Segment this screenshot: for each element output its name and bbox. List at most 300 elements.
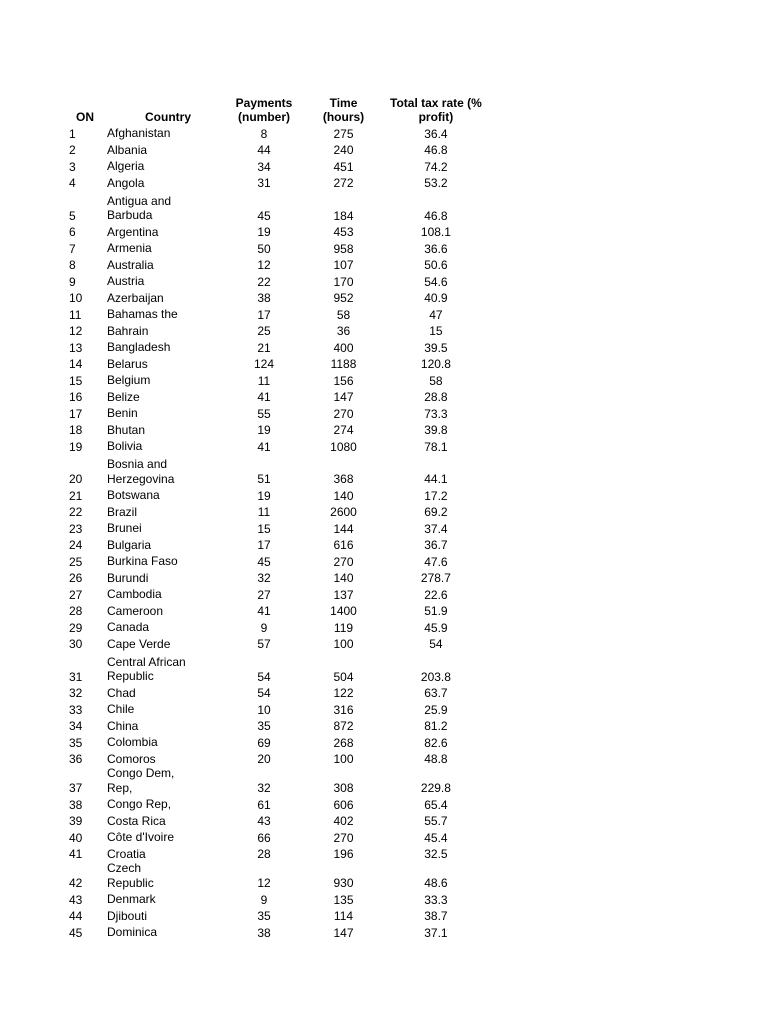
tax-rate-value: 81.2 bbox=[424, 719, 448, 733]
country-name bbox=[105, 486, 231, 503]
header-payments-line1: Payments bbox=[235, 96, 293, 110]
row-number: 44 bbox=[69, 909, 83, 923]
payments-value: 31 bbox=[257, 176, 271, 190]
payments-value: 66 bbox=[257, 830, 271, 845]
table-row bbox=[66, 421, 482, 438]
payments-value: 12 bbox=[257, 876, 271, 890]
time-value: 268 bbox=[333, 735, 354, 750]
time-value: 400 bbox=[333, 340, 354, 355]
tax-data-sheet bbox=[66, 94, 486, 940]
row-number: 19 bbox=[69, 439, 83, 454]
time-value: 2600 bbox=[330, 505, 357, 519]
row-number: 29 bbox=[69, 620, 83, 635]
country-name bbox=[105, 124, 231, 141]
table-row bbox=[66, 845, 482, 862]
table-row bbox=[66, 812, 482, 829]
country-name bbox=[105, 845, 231, 862]
country-name bbox=[105, 907, 231, 924]
row-number: 33 bbox=[69, 702, 83, 717]
country-label: Bahamas the bbox=[107, 307, 178, 321]
tax-rate-value: 55.7 bbox=[424, 814, 448, 828]
row-number: 37 bbox=[69, 781, 83, 795]
tax-rate-value: 58 bbox=[429, 373, 443, 388]
row-number: 7 bbox=[69, 241, 76, 256]
tax-rate-value: 54.6 bbox=[424, 274, 448, 289]
header-on: ON bbox=[76, 110, 94, 124]
time-value: 606 bbox=[333, 797, 354, 812]
payments-value: 61 bbox=[257, 797, 271, 812]
table-row bbox=[66, 174, 482, 191]
row-number: 8 bbox=[69, 258, 76, 272]
tax-rate-value: 47 bbox=[429, 307, 443, 322]
table-row bbox=[66, 404, 482, 421]
country-name bbox=[105, 552, 231, 569]
table-row bbox=[66, 907, 482, 924]
row-number: 25 bbox=[69, 554, 83, 569]
tax-rate-value: 120.8 bbox=[420, 357, 451, 371]
table-row bbox=[66, 289, 482, 306]
payments-value: 41 bbox=[257, 604, 271, 618]
country-name bbox=[105, 437, 231, 454]
row-number: 20 bbox=[69, 472, 83, 486]
time-value: 140 bbox=[333, 571, 354, 585]
payments-value: 12 bbox=[257, 258, 271, 272]
tax-rate-value: 22.6 bbox=[424, 587, 448, 602]
payments-value: 41 bbox=[257, 439, 271, 454]
country-label: Dominica bbox=[107, 925, 158, 939]
payments-value: 41 bbox=[257, 390, 271, 404]
table-row bbox=[66, 766, 482, 795]
country-name bbox=[105, 890, 231, 907]
row-number: 17 bbox=[69, 406, 83, 421]
payments-value: 17 bbox=[257, 307, 271, 322]
country-label: Cambodia bbox=[107, 587, 162, 601]
country-label: Belarus bbox=[107, 356, 148, 371]
table-row bbox=[66, 388, 482, 405]
payments-value: 21 bbox=[257, 340, 271, 355]
tax-rate-value: 36.4 bbox=[424, 126, 448, 141]
tax-rate-value: 45.4 bbox=[424, 830, 448, 845]
country-name bbox=[105, 684, 231, 701]
country-label: Burkina Faso bbox=[107, 554, 178, 568]
time-value: 184 bbox=[333, 208, 354, 223]
header-tax-line1: Total tax rate (% bbox=[390, 96, 482, 110]
time-value: 144 bbox=[333, 521, 354, 536]
row-number: 2 bbox=[69, 143, 76, 157]
payments-value: 19 bbox=[257, 225, 271, 239]
time-value: 122 bbox=[333, 686, 354, 700]
time-value: 36 bbox=[336, 324, 351, 338]
table-row bbox=[66, 536, 482, 553]
row-number: 12 bbox=[69, 324, 83, 338]
time-value: 135 bbox=[333, 892, 354, 907]
header-row bbox=[66, 94, 482, 124]
time-value: 147 bbox=[333, 390, 354, 404]
country-label: Cameroon bbox=[107, 603, 164, 618]
payments-value: 32 bbox=[257, 571, 271, 585]
row-number: 30 bbox=[69, 637, 83, 651]
row-number: 36 bbox=[69, 752, 83, 766]
time-value: 308 bbox=[333, 781, 354, 795]
country-label: Azerbaijan bbox=[107, 290, 164, 305]
table-row bbox=[66, 569, 482, 586]
time-value: 274 bbox=[333, 423, 354, 437]
country-label: Afghanistan bbox=[107, 126, 171, 140]
time-value: 504 bbox=[333, 669, 354, 684]
country-label: Bhutan bbox=[107, 422, 146, 437]
country-name bbox=[105, 766, 231, 795]
time-value: 119 bbox=[333, 620, 354, 635]
table-row bbox=[66, 338, 482, 355]
country-label: Bulgaria bbox=[107, 537, 152, 552]
tax-rate-value: 54 bbox=[429, 637, 443, 651]
country-name bbox=[105, 141, 231, 158]
time-value: 240 bbox=[333, 143, 354, 157]
country-name bbox=[105, 651, 231, 684]
row-number: 3 bbox=[69, 159, 76, 174]
tax-rate-value: 73.3 bbox=[424, 406, 448, 421]
country-label: Comoros bbox=[107, 751, 156, 766]
country-label: Austria bbox=[107, 274, 145, 288]
country-label: Congo Rep, bbox=[107, 797, 172, 811]
tax-rate-value: 37.1 bbox=[424, 925, 448, 940]
country-name bbox=[105, 223, 231, 240]
country-name bbox=[105, 174, 231, 191]
payments-value: 45 bbox=[257, 554, 271, 569]
country-label: Belgium bbox=[107, 373, 151, 387]
row-number: 35 bbox=[69, 735, 83, 750]
country-name bbox=[105, 750, 231, 767]
country-label: Antigua and Barbuda bbox=[107, 193, 172, 222]
table-row bbox=[66, 157, 482, 174]
tax-rate-value: 47.6 bbox=[424, 554, 448, 569]
table-row bbox=[66, 190, 482, 223]
country-label: Canada bbox=[107, 620, 150, 634]
tax-rate-value: 37.4 bbox=[424, 521, 448, 536]
payments-value: 11 bbox=[257, 505, 271, 519]
row-number: 16 bbox=[69, 390, 83, 404]
tax-rate-value: 74.2 bbox=[424, 159, 448, 174]
header-time-line2: (hours) bbox=[322, 110, 365, 124]
country-label: Burundi bbox=[107, 570, 149, 585]
country-label: Costa Rica bbox=[107, 813, 166, 828]
tax-rate-value: 48.8 bbox=[424, 752, 448, 766]
country-label: Brazil bbox=[107, 504, 138, 519]
payments-value: 43 bbox=[257, 814, 271, 828]
table-row bbox=[66, 700, 482, 717]
country-label: Congo Dem, Rep, bbox=[107, 766, 175, 795]
table-row bbox=[66, 239, 482, 256]
header-tax-rate bbox=[390, 94, 482, 124]
payments-value: 8 bbox=[260, 126, 268, 141]
row-number: 15 bbox=[69, 373, 83, 388]
time-value: 58 bbox=[336, 307, 351, 322]
table-row bbox=[66, 272, 482, 289]
country-name bbox=[105, 618, 231, 635]
country-name bbox=[105, 861, 231, 890]
table-row bbox=[66, 828, 482, 845]
row-number: 14 bbox=[69, 357, 83, 371]
country-name bbox=[105, 322, 231, 339]
payments-value: 50 bbox=[257, 241, 271, 256]
payments-value: 45 bbox=[257, 208, 271, 223]
time-value: 170 bbox=[333, 274, 354, 289]
row-number: 1 bbox=[69, 126, 76, 141]
tax-rate-value: 46.8 bbox=[424, 143, 448, 157]
row-number: 13 bbox=[69, 340, 83, 355]
row-number: 32 bbox=[69, 686, 83, 700]
payments-value: 35 bbox=[257, 909, 271, 923]
payments-value: 19 bbox=[257, 423, 271, 437]
tax-rate-value: 46.8 bbox=[424, 208, 448, 223]
tax-rate-value: 38.7 bbox=[424, 909, 448, 923]
country-name bbox=[105, 239, 231, 256]
country-name bbox=[105, 635, 231, 652]
header-time bbox=[297, 94, 390, 124]
payments-value: 55 bbox=[257, 406, 271, 421]
time-value: 270 bbox=[333, 830, 354, 845]
time-value: 872 bbox=[333, 719, 354, 733]
table-row bbox=[66, 750, 482, 767]
tax-rate-value: 45.9 bbox=[424, 620, 448, 635]
country-name bbox=[105, 421, 231, 438]
row-number: 28 bbox=[69, 604, 83, 618]
payments-value: 9 bbox=[260, 892, 268, 907]
country-name bbox=[105, 388, 231, 405]
time-value: 156 bbox=[333, 373, 354, 388]
table-row bbox=[66, 305, 482, 322]
tax-rate-value: 17.2 bbox=[424, 488, 448, 503]
country-name bbox=[105, 355, 231, 372]
table-row bbox=[66, 923, 482, 940]
table-row bbox=[66, 503, 482, 520]
payments-value: 25 bbox=[257, 324, 271, 338]
country-label: Bangladesh bbox=[107, 340, 171, 354]
tax-rate-value: 15 bbox=[429, 324, 443, 338]
row-number: 11 bbox=[69, 307, 82, 322]
row-number: 43 bbox=[69, 892, 83, 907]
country-name bbox=[105, 700, 231, 717]
country-label: Angola bbox=[107, 175, 145, 190]
country-label: Bolivia bbox=[107, 439, 143, 453]
country-label: Colombia bbox=[107, 735, 158, 749]
payments-value: 19 bbox=[257, 488, 271, 503]
country-label: Chad bbox=[107, 685, 136, 700]
payments-value: 51 bbox=[257, 472, 271, 486]
tax-rate-value: 32.5 bbox=[424, 847, 448, 861]
country-label: Chile bbox=[107, 702, 135, 716]
header-tax-line2: profit) bbox=[418, 110, 454, 124]
row-number: 6 bbox=[69, 225, 76, 239]
country-name bbox=[105, 717, 231, 734]
country-name bbox=[105, 272, 231, 289]
time-value: 100 bbox=[333, 752, 354, 766]
country-label: China bbox=[107, 718, 139, 733]
tax-rate-value: 69.2 bbox=[424, 505, 448, 519]
tax-rate-value: 39.8 bbox=[424, 423, 448, 437]
country-label: Albania bbox=[107, 142, 148, 157]
row-number: 41 bbox=[69, 847, 83, 861]
row-number: 18 bbox=[69, 423, 83, 437]
country-name bbox=[105, 289, 231, 306]
table-row bbox=[66, 585, 482, 602]
table-row bbox=[66, 635, 482, 652]
time-value: 100 bbox=[333, 637, 354, 651]
time-value: 930 bbox=[333, 876, 354, 890]
country-label: Djibouti bbox=[107, 908, 148, 923]
tax-rate-value: 51.9 bbox=[424, 604, 448, 618]
payments-value: 35 bbox=[257, 719, 271, 733]
time-value: 958 bbox=[333, 241, 354, 256]
tax-rate-value: 53.2 bbox=[424, 176, 448, 190]
country-name bbox=[105, 923, 231, 940]
time-value: 272 bbox=[333, 176, 354, 190]
country-label: Bosnia and Herzegovina bbox=[107, 457, 175, 486]
country-label: Croatia bbox=[107, 846, 146, 861]
payments-value: 27 bbox=[257, 587, 271, 602]
row-number: 21 bbox=[69, 488, 83, 503]
time-value: 402 bbox=[333, 814, 354, 828]
tax-rate-value: 33.3 bbox=[424, 892, 448, 907]
payments-value: 69 bbox=[257, 735, 271, 750]
table-row bbox=[66, 651, 482, 684]
country-label: Brunei bbox=[107, 521, 142, 535]
table-row bbox=[66, 618, 482, 635]
table-row bbox=[66, 486, 482, 503]
country-label: Algeria bbox=[107, 159, 145, 173]
tax-rate-value: 36.7 bbox=[424, 538, 448, 552]
payments-value: 32 bbox=[257, 781, 271, 795]
row-number: 9 bbox=[69, 274, 76, 289]
country-name bbox=[105, 503, 231, 520]
table-row bbox=[66, 519, 482, 536]
country-label: Czech Republic bbox=[107, 861, 154, 890]
country-name bbox=[105, 305, 231, 322]
row-number: 23 bbox=[69, 521, 83, 536]
country-label: Argentina bbox=[107, 224, 159, 239]
row-number: 42 bbox=[69, 876, 83, 890]
country-label: Côte d'Ivoire bbox=[107, 830, 174, 844]
country-name bbox=[105, 157, 231, 174]
tax-rate-value: 63.7 bbox=[424, 686, 448, 700]
time-value: 270 bbox=[333, 406, 354, 421]
payments-value: 54 bbox=[257, 669, 271, 684]
payments-value: 20 bbox=[257, 752, 271, 766]
row-number: 34 bbox=[69, 719, 83, 733]
time-value: 451 bbox=[333, 159, 354, 174]
header-country: Country bbox=[145, 110, 191, 124]
table-row bbox=[66, 861, 482, 890]
time-value: 316 bbox=[333, 702, 354, 717]
country-name bbox=[105, 733, 231, 750]
time-value: 137 bbox=[333, 587, 354, 602]
table-body bbox=[66, 124, 482, 940]
country-label: Australia bbox=[107, 257, 154, 272]
payments-value: 11 bbox=[257, 373, 271, 388]
row-number: 24 bbox=[69, 538, 83, 552]
table-row bbox=[66, 552, 482, 569]
tax-rate-value: 108.1 bbox=[420, 225, 451, 239]
country-label: Bahrain bbox=[107, 323, 149, 338]
table-row bbox=[66, 890, 482, 907]
payments-value: 38 bbox=[257, 925, 271, 940]
country-name bbox=[105, 190, 231, 223]
country-name bbox=[105, 338, 231, 355]
time-value: 196 bbox=[333, 847, 354, 861]
payments-value: 22 bbox=[257, 274, 271, 289]
row-number: 39 bbox=[69, 814, 83, 828]
table-row bbox=[66, 717, 482, 734]
country-label: Denmark bbox=[107, 892, 156, 906]
country-name bbox=[105, 795, 231, 812]
country-name bbox=[105, 812, 231, 829]
row-number: 45 bbox=[69, 925, 83, 940]
table-row bbox=[66, 371, 482, 388]
payments-value: 34 bbox=[257, 159, 271, 174]
country-name bbox=[105, 256, 231, 273]
tax-rate-value: 28.8 bbox=[424, 390, 448, 404]
tax-table bbox=[66, 94, 482, 940]
payments-value: 44 bbox=[257, 143, 271, 157]
country-name bbox=[105, 602, 231, 619]
country-name bbox=[105, 371, 231, 388]
tax-rate-value: 44.1 bbox=[424, 472, 448, 486]
table-row bbox=[66, 141, 482, 158]
tax-rate-value: 48.6 bbox=[424, 876, 448, 890]
payments-value: 10 bbox=[257, 702, 271, 717]
time-value: 270 bbox=[333, 554, 354, 569]
country-name bbox=[105, 569, 231, 586]
country-label: Belize bbox=[107, 389, 140, 404]
time-value: 453 bbox=[333, 225, 354, 239]
row-number: 31 bbox=[69, 669, 83, 684]
table-row bbox=[66, 684, 482, 701]
time-value: 952 bbox=[333, 291, 354, 305]
time-value: 147 bbox=[333, 925, 354, 940]
table-row bbox=[66, 454, 482, 487]
time-value: 1400 bbox=[330, 604, 357, 618]
header-payments bbox=[231, 94, 297, 124]
tax-rate-value: 78.1 bbox=[424, 439, 448, 454]
country-label: Central African Republic bbox=[107, 654, 186, 683]
country-label: Cape Verde bbox=[107, 636, 171, 651]
time-value: 140 bbox=[333, 488, 354, 503]
tax-rate-value: 65.4 bbox=[424, 797, 448, 812]
payments-value: 17 bbox=[257, 538, 271, 552]
table-row bbox=[66, 322, 482, 339]
table-row bbox=[66, 733, 482, 750]
country-name bbox=[105, 585, 231, 602]
row-number: 22 bbox=[69, 505, 83, 519]
time-value: 368 bbox=[333, 472, 354, 486]
country-label: Benin bbox=[107, 406, 138, 420]
payments-value: 28 bbox=[257, 847, 271, 861]
time-value: 1188 bbox=[330, 357, 357, 371]
country-label: Botswana bbox=[107, 488, 160, 502]
row-number: 26 bbox=[69, 571, 83, 585]
row-number: 38 bbox=[69, 797, 83, 812]
time-value: 616 bbox=[333, 538, 354, 552]
time-value: 114 bbox=[333, 909, 354, 923]
tax-rate-value: 203.8 bbox=[420, 669, 451, 684]
row-number: 40 bbox=[69, 830, 83, 845]
table-row bbox=[66, 437, 482, 454]
header-payments-line2: (number) bbox=[238, 110, 290, 124]
table-row bbox=[66, 795, 482, 812]
table-row bbox=[66, 355, 482, 372]
row-number: 5 bbox=[69, 208, 76, 223]
payments-value: 57 bbox=[257, 637, 271, 651]
